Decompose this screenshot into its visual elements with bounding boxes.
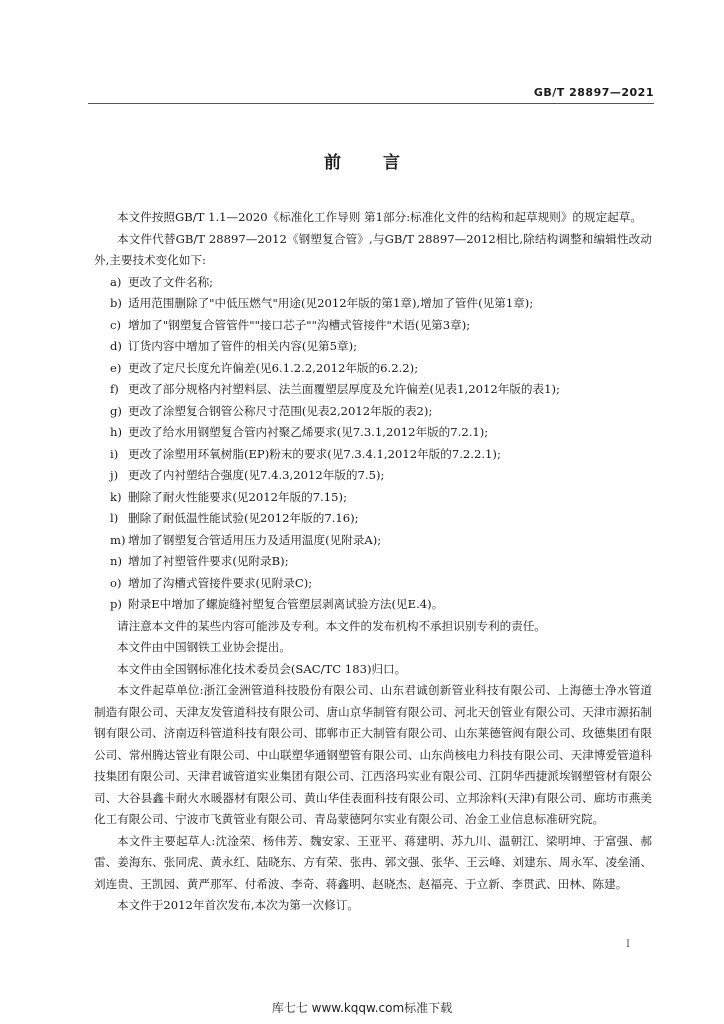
list-marker: h): [110, 425, 122, 439]
list-item-text: 删除了耐低温性能试验(见2012年版的7.16);: [128, 511, 359, 525]
list-item: [94, 401, 652, 423]
list-item: [94, 293, 652, 315]
list-marker: o): [110, 575, 122, 590]
list-item-text: 增加了衬塑管件要求(见附录B);: [128, 554, 289, 568]
list-item: [94, 551, 652, 573]
list-item-text: 附录E中增加了螺旋缝衬塑复合管塑层剥离试验方法(见E.4)。: [128, 597, 444, 611]
header-rule: [88, 103, 654, 104]
list-item: [94, 358, 652, 380]
list-marker: d): [110, 339, 122, 353]
page-number: I: [626, 939, 630, 950]
paragraph-drafting-rule: 本文件按照GB/T 1.1—2020《标准化工作导则 第1部分:标准化文件的结构和起草规则》的规定起草。: [117, 210, 642, 224]
paragraph-patent-notice: 请注意本文件的某些内容可能涉及专利。本文件的发布机构不承担识别专利的责任。: [117, 618, 546, 633]
paragraph-proposer: 本文件由中国钢铁工业协会提出。: [117, 640, 291, 654]
list-marker: c): [110, 317, 122, 332]
list-marker: i): [110, 446, 119, 461]
list-marker: k): [110, 489, 122, 504]
list-item: [94, 272, 652, 294]
list-item: [94, 508, 652, 530]
paragraph-drafters: 本文件主要起草人:沈淦荣、杨伟芳、魏安家、王亚平、蒋建明、苏九川、温朝江、梁明坤、于富强、郝雷、姜海东、张同虎、黄永红、陆晓东、方有荣、张冉、郭文强、张华、王云峰、刘建东、周永军、凌垒涌、刘连贵、王凯园、黄严那军、付希波、李奇、蒋鑫明、赵晓杰、赵福亮、于立新、李贯武、田林、陈建。: [94, 833, 652, 891]
paragraph-drafting-units: 本文件起草单位:浙江金洲管道科技股份有限公司、山东君诚创新管业科技有限公司、上海德士净水管道制造有限公司、天津友发管道科技有限公司、唐山京华制管有限公司、河北天创管业有限公司、天津市源拓制钢有限公司、济南迈科管道科技有限公司、邯郸市正大制管有限公司、山东莱德管阀有限公司、玫德集团有限公司、常州腾达管业有限公司、中山联塑华通钢塑管有限公司、山东尚核电力科技有限公司、天津博爱管道科技集团有限公司、天津君诚管道实业集团有限公司、江西洛玛实业有限公司、江阴华西捷派埃钢塑管材有限公司、大谷县鑫卡耐火水暖器材有限公司、黄山华佳表面科技有限公司、立邦涂料(天津)有限公司、廊坊市燕美化工有限公司、宁波市飞黄管业有限公司、青岛蒙德阿尔实业有限公司、冶金工业信息标准研究院。: [94, 683, 652, 826]
list-marker: a): [110, 274, 122, 289]
list-item-text: 增加了钢塑复合管适用压力及适用温度(见附录A);: [128, 532, 382, 547]
list-marker: f): [110, 382, 119, 396]
list-item: [94, 315, 652, 337]
list-item-text: 更改了文件名称;: [128, 274, 214, 289]
list-item: [94, 530, 652, 552]
list-marker: n): [110, 554, 122, 568]
list-item-text: 适用范围删除了"中低压燃气"用途(见2012年版的第1章),增加了管件(见第1章);: [128, 296, 534, 310]
list-marker: b): [110, 296, 122, 310]
document-body: [94, 207, 652, 917]
list-item-text: 更改了定尺长度允许偏差(见6.1.2.2,2012年版的6.2.2);: [128, 360, 419, 375]
list-marker: m): [110, 532, 126, 547]
page-title: 前言: [324, 153, 442, 173]
list-item: [94, 594, 652, 616]
list-item-text: 删除了耐火性能要求(见2012年版的7.15);: [128, 489, 347, 504]
list-item-text: 增加了沟槽式管接件要求(见附录C);: [128, 575, 313, 590]
list-item-text: 更改了给水用钢塑复合管内衬聚乙烯要求(见7.3.1,2012年版的7.2.1);: [128, 425, 489, 439]
list-item-text: 更改了涂塑用环氧树脂(EP)粉末的要求(见7.3.4.1,2012年版的7.2.2.1);: [128, 446, 501, 461]
list-marker: l): [110, 511, 119, 525]
paragraph-committee: 本文件由全国钢标准化技术委员会(SAC/TC 183)归口。: [117, 661, 407, 676]
list-marker: j): [110, 468, 119, 482]
footer-watermark: 库七七 www.kqqw.com标准下载: [271, 1001, 453, 1015]
list-item-text: 更改了部分规格内衬塑料层、法兰面覆塑层厚度及允许偏差(见表1,2012年版的表1);: [128, 382, 560, 396]
list-marker: p): [110, 597, 122, 611]
list-item: [94, 422, 652, 444]
list-item-text: 更改了内衬塑结合强度(见7.4.3,2012年版的7.5);: [128, 468, 385, 482]
paragraph-replacement: 本文件代替GB/T 28897—2012《钢塑复合管》,与GB/T 28897—2012相比,除结构调整和编辑性改动外,主要技术变化如下:: [94, 231, 652, 267]
standard-number: GB/T 28897—2021: [533, 86, 654, 99]
list-item: [94, 573, 652, 595]
list-item: [94, 379, 652, 401]
list-item: [94, 336, 652, 358]
list-item: [94, 444, 652, 466]
list-item: [94, 465, 652, 487]
list-item-text: 增加了"钢塑复合管管件""接口芯子""沟槽式管接件"术语(见第3章);: [128, 317, 471, 332]
list-item-text: 更改了涂塑复合钢管公称尺寸范围(见表2,2012年版的表2);: [128, 403, 433, 418]
list-item-text: 订货内容中增加了管件的相关内容(见第5章);: [128, 339, 358, 353]
list-marker: g): [110, 403, 122, 418]
list-item: [94, 487, 652, 509]
paragraph-history: 本文件于2012年首次发布,本次为第一次修订。: [117, 898, 359, 912]
changes-list: [94, 272, 652, 616]
list-marker: e): [110, 360, 122, 375]
